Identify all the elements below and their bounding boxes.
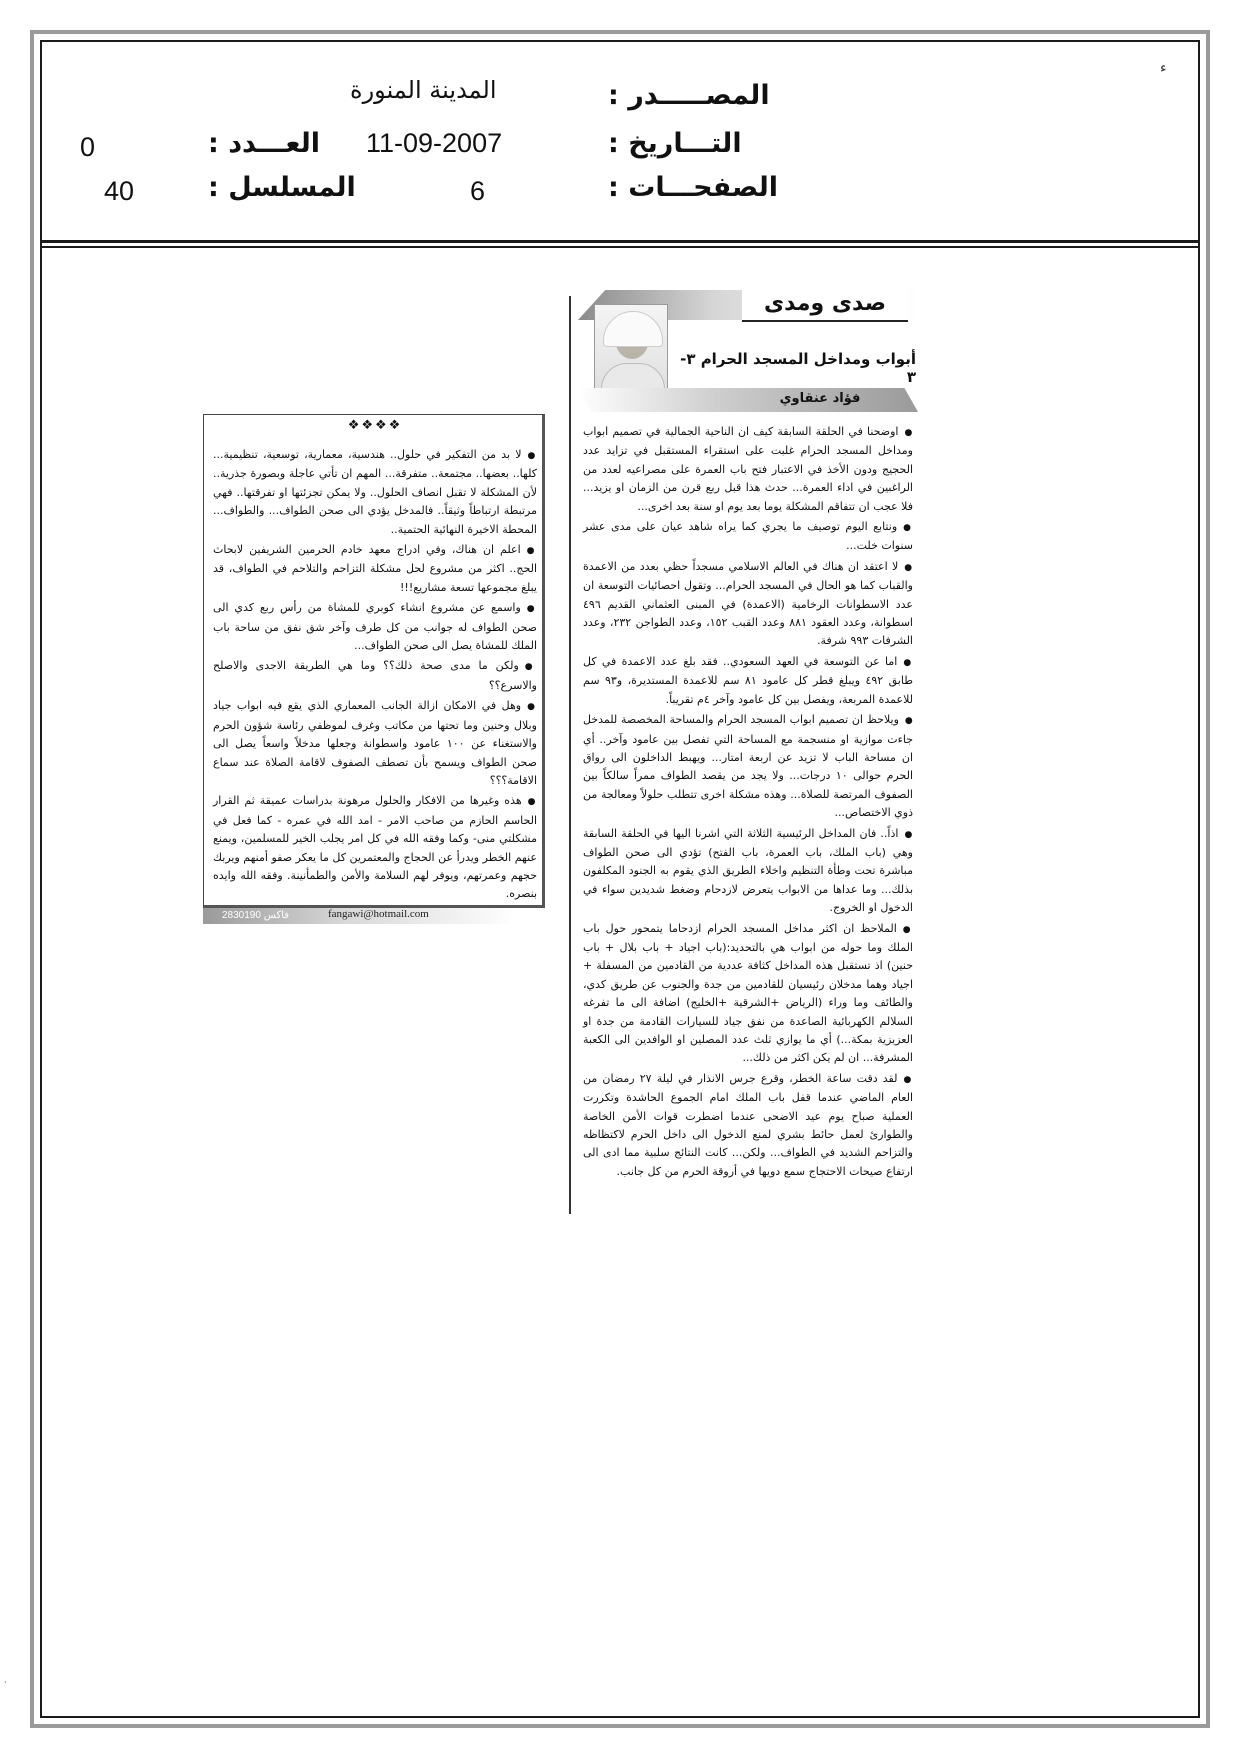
section-stars: ❖❖❖❖ [347, 418, 403, 433]
column-title: صدى ومدى [742, 288, 908, 322]
issue-value: 0 [80, 132, 96, 162]
paragraph: ●الملاحظ ان اكثر مداخل المسجد الحرام ازدحاما يتمحور حول باب الملك وما حوله من ابواب هي بالتحديد:(باب اجياد + باب بلال + باب حنين) اذ تستقبل هذه المداخل كثافة عددية من القادمين من المسفلة + اجياد وهما مدخلان رئيسيان للقادمين من جدة والجنوب عن طريق كدي، والطائف وما وراء (الرياض +الشرقية +الخليج) اضافة الى ما تفرغه السلالم الكهربائية الصاعدة من نفق جياد للسيارات القادمة من جدة او العزيزية بمكة...) أي ما يوازي ثلث عدد المصلين او الوافدين الى الكعبة المشرفة... ان لم يكن اكثر من ذلك... [583, 921, 913, 1065]
author-name: فؤاد عنقاوي [779, 391, 861, 406]
bullet-icon: ● [524, 662, 537, 673]
bullet-icon: ● [526, 604, 538, 615]
issue-label: العـــدد : [208, 128, 320, 159]
bullet-icon: ● [904, 829, 913, 840]
date-label: التـــاريخ : [608, 128, 742, 159]
corner-mark: ء [1160, 60, 1167, 76]
paragraph: ●اما عن التوسعة في العهد السعودي.. فقد بلغ عدد الاعمدة في كل طابق ٤٩٢ ويبلغ قطر كل عامود ٨١ سم للاعمدة المستديرة، و٩٣ سم للاعمدة المربعة، ويفصل بين كل عامود وآخر ٤م تقريباً. [583, 654, 913, 706]
paragraph: ●ويلاحظ ان تصميم ابواب المسجد الحرام والمساحة المخصصة للمدخل جاءت موازية او منسجمة مع المساحة التي تفصل بين عامود وآخر.. أي ان مساحة الباب لا تزيد عن اربعة امتار... ويهبط الداخلون الى رواق الحرم حوالى ١٠ درجات... ولا يجد من يقصد الطواف ممراً سالكاً بين الصفوف المرتصة للصلاة... وهذه مشكلة اخرى تتطلب حلولاً ومعالجة من ذوي الاختصاص... [583, 713, 913, 820]
source-value: المدينة المنورة [350, 76, 497, 104]
paragraph: ●وهل في الامكان ازالة الجانب المعماري الذي يقع فيه ابواب جياد وبلال وحنين وما تحتها من مكاتب وغرف لموظفي رئاسة شؤون الحرم والاستغناء عن ١٠٠ عامود واسطوانة وجعلها مدخلاً واسعاً يصل الى صحن الطواف ويسمح بأن تصطف الصفوف لاقامة الصلاة عند سماع الاقامة؟؟؟ [213, 699, 537, 787]
paragraph: ●اعلم ان هناك، وفي ادراج معهد خادم الحرمين الشريفين لابحاث الحج.. اكثر من مشروع لحل مشكلة التزاحم والتلاحم في الطواف، قد يبلغ مجموعها تسعة مشاريع!!! [213, 543, 537, 594]
paragraph: ●ولكن ما مدى صحة ذلك؟؟ وما هي الطريقة الاجدى والاصلح والاسرع؟؟ [213, 659, 537, 692]
article-headline: أبواب ومداخل المسجد الحرام ٣- ٣ [680, 350, 916, 386]
bullet-icon: ● [903, 523, 913, 534]
pages-value: 6 [470, 176, 486, 206]
faint-logo-mark [1048, 72, 1168, 112]
bullet-icon: ● [903, 657, 913, 668]
paragraph: ●اوضحنا في الحلقة السابقة كيف ان الناحية الجمالية في تصميم ابواب ومداخل المسجد الحرام غلبت على استقراء المستقبل في تزايد عدد الحجيج ودون الأخذ في الاعتبار فتح باب العمرة على مصراعيه لعدد من الراغبين في اداء العمرة... حدث هذا قبل ربع قرن من الزمان او يزيد... فلا عجب ان تتفاقم المشكلة يوما بعد يوم او سنة بعد اخرى... [583, 425, 914, 513]
author-email: fangawi@hotmail.com [328, 908, 429, 920]
pages-label: الصفحـــات : [608, 172, 779, 203]
paragraph: ●لا اعتقد ان هناك في العالم الاسلامي مسجداً حظي بعدد من الاعمدة والقباب كما هو الحال في المسجد الحرام... وتقول احصائيات التوسعة ان عدد الاسطوانات الرخامية (الاعمدة) في المبنى العثماني القديم ٤٩٦ اسطوانة، وعدد العقود ٨٨١ وعدد القبب ١٥٢، وعدد الطواجن ٢٣٢، وعدد الشرفات ٩٩٣ شرفة. [583, 559, 914, 648]
paragraph: ●هذه وغيرها من الافكار والحلول مرهونة بدراسات عميقة ثم القرار الحاسم الحازم من صاحب الامر - امد الله في عمره - كما فعل في مشكلتي منى- وكما وفقه الله في كل امر يجلب الخير للمسلمين، ويمنع عنهم الخطر ويدرأ عن الحجاج والمعتمرين كل ما يعكر صفو أمنهم ويربك حجهم وعمرتهم، ويوفر لهم السلامة والأمن والطمأنينة. وفقه الله وايده بنصره. [213, 794, 537, 901]
column-rule [569, 296, 571, 1214]
bullet-icon: ● [904, 428, 914, 438]
page-margin-mark: · [4, 1678, 7, 1687]
continuation-body [213, 446, 537, 906]
bullet-icon: ● [903, 1074, 913, 1085]
paragraph: ●ونتابع اليوم توصيف ما يجري كما يراه شاهد عيان على مدى عشر سنوات خلت... [583, 520, 913, 553]
header-divider [40, 240, 1200, 243]
article-body [583, 423, 913, 1183]
serial-value: 40 [104, 176, 135, 206]
paragraph: ●واسمع عن مشروع انشاء كوبري للمشاة من رأس ربع كدي الى صحن الطواف له جوانب من كل طرف وآخر شق نفق من ساحة باب الملك للمشاة يصل الى صحن الطواف... [213, 601, 538, 653]
bullet-icon: ● [526, 546, 537, 557]
bullet-icon: ● [904, 562, 914, 573]
header-divider-secondary [40, 246, 1200, 248]
bullet-icon: ● [527, 451, 537, 461]
paragraph: ●لا بد من التفكير في حلول.. هندسية، معمارية، توسعية، تنظيمية... كلها.. بعضها.. مجتمعة.. متفرقة... المهم ان تأتي عاجلة وبصورة جذرية.. لأن المشكلة لا تقبل انصاف الحلول.. ولا يمكن تجزئتها او تفرقتها.. فهي مرتبطة ارتباطاً وثيقاً.. فالمدخل يؤدي الى صحن الطواف... والطواف... المحطة الاخيرة النهائية الحتمية.. [213, 448, 537, 536]
date-value: 11-09-2007 [366, 128, 503, 158]
bullet-icon: ● [527, 702, 537, 713]
paragraph: ●اذاً.. فان المداخل الرئيسية الثلاثة التي اشرنا اليها في الحلقة السابقة وهي (باب الملك، باب العمرة، باب الفتح) تؤدي الى صحن الطواف مباشرة تحت وطأة التنظيم واخلاء الطريق الذي يقوم به الجنود المكلفون بذلك... وما عداها من الابواب يتعرض لازدحام وضغط شديدين سواء في الدخول او الخروج. [583, 826, 913, 915]
bullet-icon: ● [902, 924, 913, 935]
bullet-icon: ● [904, 716, 913, 727]
source-label: المصـــــدر : [608, 80, 770, 111]
bullet-icon: ● [527, 797, 537, 808]
paragraph: ●لقد دقت ساعة الخطر، وقرع جرس الانذار في ليلة ٢٧ رمضان من العام الماضي عندما قفل باب الملك امام الجموع الحاشدة وتكررت العملية صباح يوم عيد الاضحى عندما اضطرت قوات الأمن الخاصة والطوارئ لعمل حائط بشري لمنع الدخول الى داخل الحرم لاكتظاظه والتزاحم الشديد في الطواف... ولكن... كانت النتائج سلبية مما ادى الى ارتفاع صيحات الاحتجاج سمع دويها في أروقة الحرم من كل جانب. [583, 1071, 913, 1178]
serial-label: المسلسل : [208, 172, 356, 203]
author-fax: فاكس 2830190 [222, 910, 290, 921]
